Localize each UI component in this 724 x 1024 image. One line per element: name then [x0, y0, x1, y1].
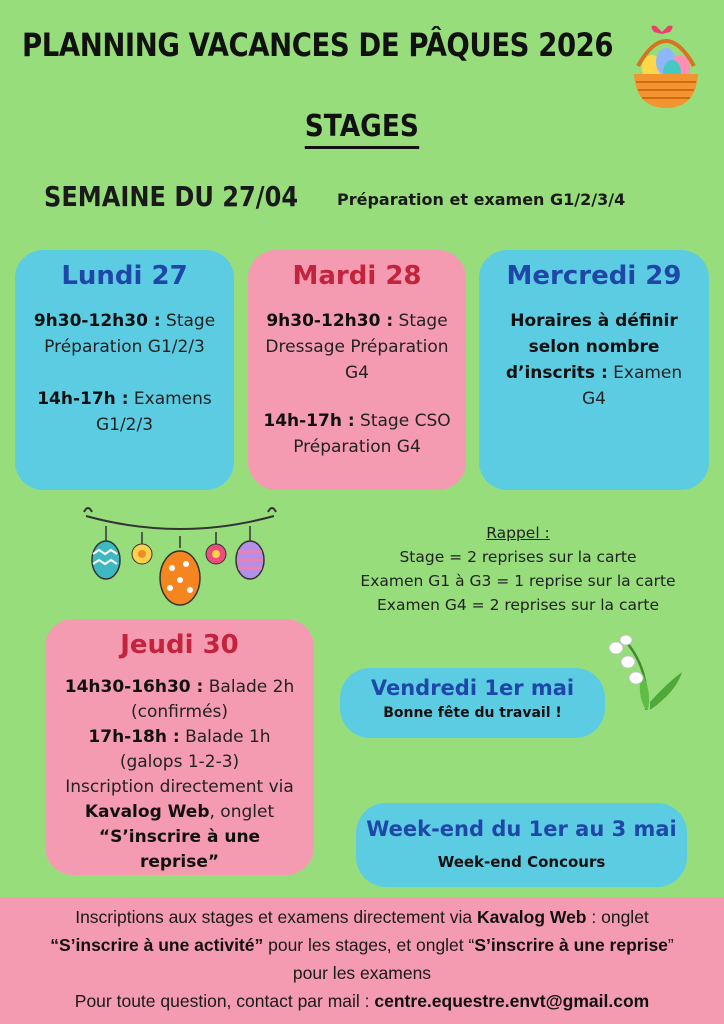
- day-label: Week-end du 1er au 3 mai: [366, 817, 677, 841]
- slot-1: [493, 308, 695, 412]
- reminder-line: Stage = 2 reprises sur la carte: [399, 548, 637, 566]
- footer-line: Pour toute question, contact par mail : centre.equestre.envt@gmail.com: [74, 991, 650, 1011]
- slot-2: [15, 386, 234, 438]
- slot-2: [260, 408, 454, 460]
- section-title: [0, 108, 724, 149]
- footer-line: pour les examens: [292, 963, 432, 983]
- day-label: Vendredi 1er mai: [370, 676, 575, 700]
- day-label: Lundi 27: [61, 261, 188, 291]
- prep-note: Préparation et examen G1/2/3/4: [337, 190, 626, 209]
- week-heading: SEMAINE DU 27/04: [44, 180, 299, 213]
- slot-1: [15, 308, 234, 360]
- card-jeudi: [45, 619, 314, 875]
- card-lundi: [15, 250, 234, 490]
- section-title-text: STAGES: [305, 108, 419, 149]
- slot-time: 14h-17h :: [37, 389, 129, 409]
- egg-garland-icon: [80, 502, 280, 610]
- card-weekend: [356, 803, 687, 887]
- card-mardi: [248, 250, 466, 490]
- card-mercredi: [479, 250, 709, 490]
- slot-text: Examen G4: [582, 363, 683, 409]
- footer-line: Inscriptions aux stages et examens directement via Kavalog Web : onglet: [75, 907, 649, 927]
- contact-email[interactable]: centre.equestre.envt@gmail.com: [374, 991, 650, 1011]
- slot-text: Stage Dressage Préparation G4: [265, 311, 449, 383]
- reminder-line: Examen G4 = 2 reprises sur la carte: [377, 596, 659, 614]
- slot-text: Balade 1h (galops 1-2-3): [119, 727, 271, 772]
- easter-basket-icon: [628, 22, 704, 112]
- day-label: Mardi 28: [292, 261, 422, 291]
- page-title: PLANNING VACANCES DE PÂQUES 2026: [22, 26, 614, 64]
- slot-1: [260, 308, 454, 386]
- slot-text: Balade 2h (confirmés): [130, 677, 295, 722]
- slot-time: 9h30-12h30 :: [266, 311, 394, 331]
- slot-time: 14h-17h :: [263, 411, 355, 431]
- day-label: Jeudi 30: [120, 630, 239, 660]
- slot-text: Stage Préparation G1/2/3: [44, 311, 216, 357]
- slot-time: 17h-18h :: [88, 727, 180, 747]
- slot-time: 14h30-16h30 :: [64, 677, 204, 697]
- footer-line: “S’inscrire à une activité” pour les stages, et onglet “S’inscrire à une reprise”: [50, 935, 674, 955]
- day-subtitle: Bonne fête du travail !: [383, 705, 562, 721]
- reminder-block: [318, 521, 718, 617]
- reminder-line: Examen G1 à G3 = 1 reprise sur la carte: [360, 572, 676, 590]
- registration-note: Inscription directement via Kavalog Web, onglet “S’inscrire à une reprise”: [65, 777, 294, 872]
- card-vendredi: [340, 668, 605, 738]
- slot-time: 9h30-12h30 :: [33, 311, 161, 331]
- day-label: Mercredi 29: [506, 261, 682, 291]
- slot-text: Stage CSO Préparation G4: [293, 411, 451, 457]
- footer-info: [0, 897, 724, 1024]
- slot-1: [63, 675, 296, 725]
- slot-time: Horaires à définir selon nombre d’inscrits :: [505, 311, 678, 383]
- day-subtitle: Week-end Concours: [437, 853, 606, 871]
- slot-2: [63, 725, 296, 775]
- slot-text: Examens G1/2/3: [95, 389, 212, 435]
- lily-of-the-valley-icon: [606, 632, 686, 712]
- reminder-heading: Rappel :: [486, 524, 550, 542]
